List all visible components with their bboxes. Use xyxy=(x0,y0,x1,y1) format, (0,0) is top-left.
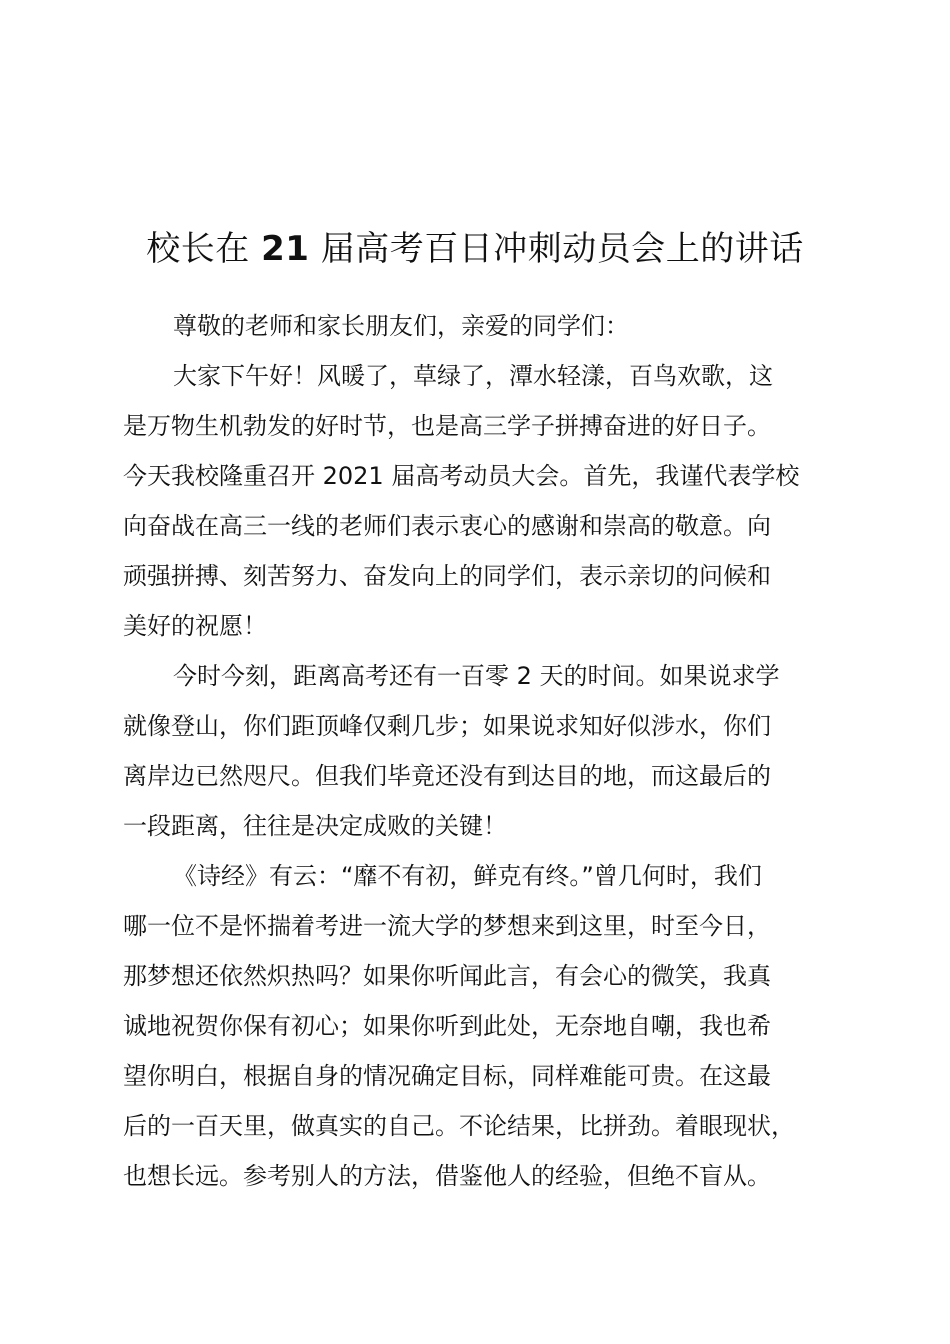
paragraph-line: 《诗经》有云：“靡不有初，鲜克有终。”曾几何时，我们 xyxy=(173,862,762,890)
paragraph-line: 后的一百天里，做真实的自己。不论结果，比拼劲。着眼现状， xyxy=(123,1112,795,1140)
paragraph-line: 今天我校隆重召开 2021 届高考动员大会。首先，我谨代表学校 xyxy=(123,462,800,490)
paragraph-line: 一段距离，往往是决定成败的关键！ xyxy=(123,812,507,840)
paragraph-line: 美好的祝愿！ xyxy=(123,612,267,640)
salutation-line: 尊敬的老师和家长朋友们，亲爱的同学们： xyxy=(173,312,629,340)
paragraph-line: 顽强拼搏、刻苦努力、奋发向上的同学们，表示亲切的问候和 xyxy=(123,562,771,590)
paragraph-line: 那梦想还依然炽热吗？如果你听闻此言，有会心的微笑，我真 xyxy=(123,962,771,990)
title-suffix: 届高考百日冲刺动员会上的讲话 xyxy=(309,229,804,269)
paragraph-line: 就像登山，你们距顶峰仅剩几步；如果说求知好似涉水，你们 xyxy=(123,712,771,740)
paragraph-line: 向奋战在高三一线的老师们表示衷心的感谢和崇高的敬意。向 xyxy=(123,512,771,540)
document-title xyxy=(0,224,950,274)
title-year: 21 xyxy=(261,229,310,269)
paragraph-line: 也想长远。参考别人的方法，借鉴他人的经验，但绝不盲从。 xyxy=(123,1162,771,1190)
paragraph-line: 诚地祝贺你保有初心；如果你听到此处，无奈地自嘲，我也希 xyxy=(123,1012,771,1040)
document-body xyxy=(123,301,835,1201)
paragraph-line: 望你明白，根据自身的情况确定目标，同样难能可贵。在这最 xyxy=(123,1062,771,1090)
paragraph-line: 哪一位不是怀揣着考进一流大学的梦想来到这里，时至今日， xyxy=(123,912,771,940)
paragraph-line: 今时今刻，距离高考还有一百零 2 天的时间。如果说求学 xyxy=(173,662,780,690)
paragraph-line: 大家下午好！风暖了，草绿了，潭水轻漾，百鸟欢歌，这 xyxy=(173,362,773,390)
title-prefix: 校长在 xyxy=(146,229,262,269)
paragraph-line: 离岸边已然咫尺。但我们毕竟还没有到达目的地，而这最后的 xyxy=(123,762,771,790)
paragraph-line: 是万物生机勃发的好时节，也是高三学子拼搏奋进的好日子。 xyxy=(123,412,771,440)
